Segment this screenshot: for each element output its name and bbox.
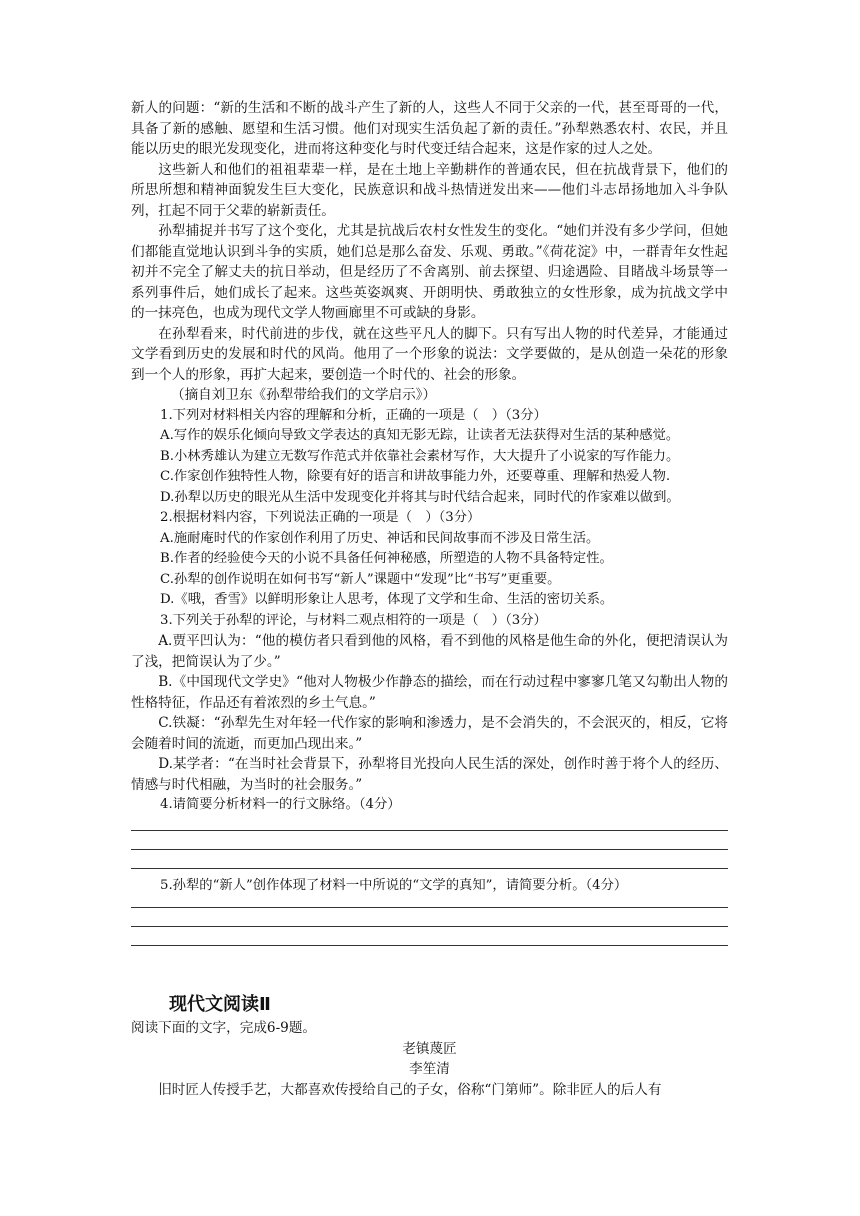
- answer-line[interactable]: [131, 868, 728, 869]
- option-c: C.孙犁的创作说明在如何书写“新人”课题中“发现”比“书写”更重要。: [160, 571, 561, 587]
- question-2: [131, 508, 728, 611]
- option-b: B.《中国现代文学史》“他对人物极少作静态的描绘，而在行动过程中寥寥几笔又勾勒出人物的性格特征，作品还有着浓烈的乡土气息。”: [131, 674, 728, 711]
- question-stem: 3.下列关于孙犁的评论，与材料二观点相符的一项是（ ）（3分）: [160, 612, 547, 628]
- option-a: A.贾平凹认为：“他的模仿者只看到他的风格，看不到他的风格是他生命的外化，便把清误认为了浅，把简误认为了少。”: [131, 633, 728, 670]
- option-c: C.铁凝：“孙犁先生对年轻一代作家的影响和渗透力，是不会消失的，不会泯灭的，相反，它将会随着时间的流逝，而更加凸现出来。”: [131, 715, 728, 752]
- paragraph: 旧时匠人传授手艺，大都喜欢传授给自己的子女，俗称“门第师”。除非匠人的后人有: [158, 1081, 662, 1098]
- paragraph: 孙犁捕捉并书写了这个变化，尤其是抗战后农村女性发生的变化。“她们并没有多少学问，但她们都能直觉地认识到斗争的实质，她们总是那么奋发、乐观、勇敢。”《荷花淀》中，一群青年女性起初并不完全了解丈夫的抗日举动，但是经历了不舍离别、前去探望、归途遇险、目睹战斗场景等一系列事件后，她们成长了起来。这些英姿飒爽、开朗明快、勇敢独立的女性形象，成为抗战文学中的一抹亮色，也成为现代文学人物画廊里不可或缺的身影。: [131, 223, 728, 321]
- document-page: [131, 98, 728, 1100]
- option-a: A.写作的娱乐化倾向导致文学表达的真知无影无踪，让读者无法获得对生活的某种感觉。: [160, 428, 680, 443]
- option-d: D.孙犁以历史的眼光从生活中发现变化并将其与时代结合起来，同时代的作家难以做到。: [160, 489, 680, 505]
- option-d: D.《哦，香雪》以鲜明形象让人思考，体现了文学和生命、生活的密切关系。: [160, 592, 614, 607]
- story-title: 老镇蔑匠: [402, 1040, 457, 1057]
- question-stem: 4.请简要分析材料一的行文脉络。（4分）: [160, 797, 401, 812]
- question-3: [131, 611, 728, 796]
- question-stem: 5.孙犁的“新人”创作体现了材料一中所说的“文学的真知”，请简要分析。（4分）: [160, 877, 628, 893]
- instruction: 阅读下面的文字，完成6-9题。: [131, 1020, 317, 1036]
- question-1: [131, 406, 728, 509]
- paragraph: 这些新人和他们的祖祖辈辈一样，是在土地上辛勤耕作的普通农民，但在抗战背景下，他们的所思所想和精神面貌发生巨大变化，民族意识和战斗热情迸发出来——他们斗志昂扬地加入斗争队列，扛起不同于父辈的崭新责任。: [131, 161, 728, 219]
- paragraph: 在孙犁看来，时代前进的步伐，就在这些平凡人的脚下。只有写出人物的时代差异，才能通过文学看到历史的发展和时代的风尚。他用了一个形象的说法：文学要做的，是从创造一朵花的形象到一个人的形象，再扩大起来，要创造一个时代的、社会的形象。: [131, 325, 728, 383]
- option-b: B.小林秀雄认为建立无数写作范式并依靠社会素材写作，大大提升了小说家的写作能力。: [160, 448, 680, 464]
- option-c: C.作家创作独特性人物，除要有好的语言和讲故事能力外，还要尊重、理解和热爱人物.: [160, 469, 671, 484]
- paragraph: 新人的问题：“新的生活和不断的战斗产生了新的人，这些人不同于父亲的一代，甚至哥哥的一代，具备了新的感触、愿望和生活习惯。他们对现实生活负起了新的责任。”孙犁熟悉农村、农民，并且能以历史的眼光发现变化，进而将这种变化与时代变迁结合起来，这是作家的过人之处。: [131, 100, 728, 157]
- question-5: [131, 876, 728, 947]
- option-d: D.某学者：“在当时社会背景下，孙犁将目光投向人民生活的深处，创作时善于将个人的经历、情感与时代相融，为当时的社会服务。”: [131, 756, 728, 793]
- option-b: B.作者的经验使今天的小说不具备任何神秘感，所塑造的人物不具备特定性。: [160, 551, 613, 566]
- question-4: [131, 795, 728, 869]
- question-stem: 2.根据材料内容，下列说法正确的一项是（ ）（3分）: [160, 510, 481, 525]
- source-citation: （摘自刘卫东《孙犁带给我们的文学启示》）: [171, 387, 437, 403]
- section-heading: 现代文阅读Ⅱ: [169, 994, 271, 1015]
- author-name: 李笙清: [409, 1061, 450, 1077]
- question-stem: 1.下列对材料相关内容的理解和分析，正确的一项是（ ）（3分）: [160, 407, 547, 423]
- option-a: A.施耐庵时代的作家创作利用了历史、神话和民间故事而不涉及日常生活。: [160, 530, 600, 546]
